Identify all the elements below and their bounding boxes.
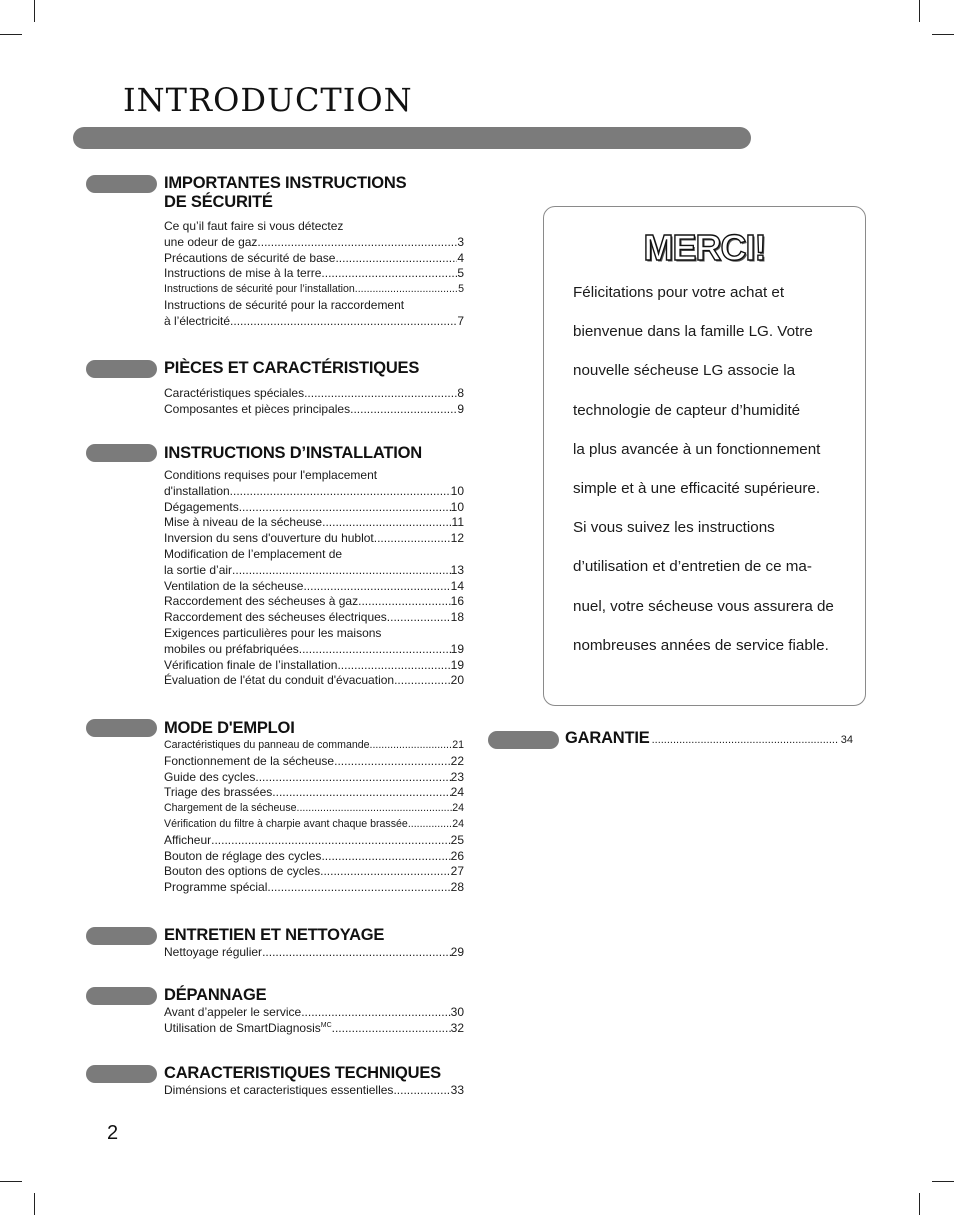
merci-title: MERCI! xyxy=(643,227,766,268)
toc-item[interactable]: Guide des cycles ..... 23 xyxy=(164,770,464,786)
page-number: 2 xyxy=(107,1122,119,1144)
toc-item[interactable]: Programme spécial ..... 28 xyxy=(164,880,464,896)
crop-mark xyxy=(0,1181,22,1182)
toc-item-line: Ce qu’il faut faire si vous détectez xyxy=(164,219,344,233)
crop-mark xyxy=(34,1193,35,1215)
toc-item[interactable]: Diménsions et caracteristiques essentielles ..... 33 xyxy=(164,1083,464,1099)
crop-mark xyxy=(919,0,920,22)
toc-item[interactable]: Raccordement des sécheuses à gaz ..... 16 xyxy=(164,594,464,610)
title-bar xyxy=(73,127,751,149)
toc-item[interactable]: Instructions de mise à la terre ..... 5 xyxy=(164,266,464,282)
toc-item[interactable]: Bouton de réglage des cycles ..... 26 xyxy=(164,849,464,865)
toc-item[interactable]: Ventilation de la sécheuse ..... 14 xyxy=(164,579,464,595)
toc-item[interactable]: Afficheur ..... 25 xyxy=(164,833,464,849)
crop-mark xyxy=(932,1181,954,1182)
section-troubleshooting xyxy=(86,986,466,1037)
toc-list xyxy=(164,219,466,330)
merci-text: Félicitations pour votre achat et bienvenue dans la famille LG. Votre nouvelle sécheuse LG associe la technologie de capteur d’humidité la plus avancée à un fonctionnement simple et à une efficacité supérieure. Si vous suivez les instructions d’utilisation et d’entretien de ce ma- nuel, votre sécheuse vous assurera de nombreuses années de service fiable. xyxy=(573,284,834,654)
toc-item[interactable]: Caractéristiques spéciales ..... 8 xyxy=(164,386,464,402)
section-specs xyxy=(86,1064,466,1099)
toc-item[interactable]: Chargement de la sécheuse ..... 24 xyxy=(164,801,464,817)
toc-item[interactable]: Vérification finale de l’installation ..... 19 xyxy=(164,658,464,674)
toc-item[interactable]: Vérification du filtre à charpie avant chaque brassée ..... 24 xyxy=(164,817,464,833)
toc-item[interactable]: Utilisation de SmartDiagnosis$^{MC}$ ..... 32 xyxy=(164,1021,464,1037)
section-title: INSTRUCTIONS D’INSTALLATION xyxy=(164,444,422,462)
warranty-page: 34 xyxy=(840,734,853,746)
toc-item-line: Instructions de sécurité pour la raccordement xyxy=(164,297,405,312)
section-pill xyxy=(86,719,157,737)
toc-list xyxy=(164,738,466,896)
toc-list xyxy=(164,468,466,689)
toc-item[interactable]: Inversion du sens d'ouverture du hublot ..... 12 xyxy=(164,531,464,547)
section-title: MODE D'EMPLOI xyxy=(164,719,295,737)
toc-list xyxy=(164,386,466,418)
section-warranty[interactable] xyxy=(488,729,868,748)
toc-item[interactable]: Composantes et pièces principales ..... 9 xyxy=(164,402,464,418)
section-title: CARACTERISTIQUES TECHNIQUES xyxy=(164,1064,441,1082)
section-operation xyxy=(86,719,466,896)
section-installation xyxy=(86,444,466,689)
section-pill xyxy=(86,987,157,1005)
section-maintenance xyxy=(86,926,466,961)
toc-item-line: Conditions requises pour l'emplacement xyxy=(164,468,378,482)
toc-item-line: Modification de l’emplacement de xyxy=(164,546,343,561)
toc-item[interactable]: Caractéristiques du panneau de commande ..... 21 xyxy=(164,738,464,754)
toc-item[interactable]: Raccordement des sécheuses électriques ..... 18 xyxy=(164,610,464,626)
toc-item[interactable]: d'installation ..... 10 xyxy=(164,484,464,500)
page-title: INTRODUCTION xyxy=(123,81,413,119)
toc-item[interactable]: Dégagements ..... 10 xyxy=(164,500,464,516)
toc-item[interactable]: une odeur de gaz ..... 3 xyxy=(164,235,464,251)
section-pill xyxy=(86,360,157,378)
section-pill xyxy=(86,927,157,945)
crop-mark xyxy=(0,34,22,35)
toc-item[interactable]: Instructions de sécurité pour l’installation ..... 5 xyxy=(164,282,464,298)
toc-item[interactable]: Avant d’appeler le service ..... 30 xyxy=(164,1005,464,1021)
toc-list xyxy=(164,1083,466,1099)
section-title: DÉPANNAGE xyxy=(164,986,267,1004)
section-pill xyxy=(488,731,559,749)
crop-mark xyxy=(919,1193,920,1215)
section-parts xyxy=(86,359,466,418)
toc-item[interactable]: à l’électricité ..... 7 xyxy=(164,314,464,330)
toc-item[interactable]: Triage des brassées ..... 24 xyxy=(164,785,464,801)
toc-item[interactable]: Mise à niveau de la sécheuse ..... 11 xyxy=(164,515,464,531)
toc-item[interactable]: Fonctionnement de la sécheuse ..... 22 xyxy=(164,754,464,770)
section-safety xyxy=(86,174,466,330)
toc-item[interactable]: la sortie d’air ..... 13 xyxy=(164,563,464,579)
merci-box xyxy=(543,206,866,706)
toc-item[interactable]: Évaluation de l'état du conduit d'évacuation ..... 20 xyxy=(164,673,464,689)
toc-item[interactable]: Précautions de sécurité de base ..... 4 xyxy=(164,251,464,267)
toc-list xyxy=(164,1005,466,1037)
section-title: GARANTIE xyxy=(565,729,650,747)
toc-item-line: Exigences particulières pour les maisons xyxy=(164,625,382,640)
section-pill xyxy=(86,175,157,193)
toc-list xyxy=(164,945,466,961)
section-pill xyxy=(86,1065,157,1083)
toc-item[interactable]: Bouton des options de cycles ..... 27 xyxy=(164,864,464,880)
section-pill xyxy=(86,444,157,462)
toc-item[interactable]: mobiles ou préfabriquées ..... 19 xyxy=(164,642,464,658)
section-title: ENTRETIEN ET NETTOYAGE xyxy=(164,926,385,944)
toc-item[interactable]: Nettoyage régulier ..... 29 xyxy=(164,945,464,961)
crop-mark xyxy=(932,34,954,35)
section-title: PIÈCES ET CARACTÉRISTIQUES xyxy=(164,359,420,377)
section-title: IMPORTANTES INSTRUCTIONS DE SÉCURITÉ xyxy=(164,174,407,211)
crop-mark xyxy=(34,0,35,22)
